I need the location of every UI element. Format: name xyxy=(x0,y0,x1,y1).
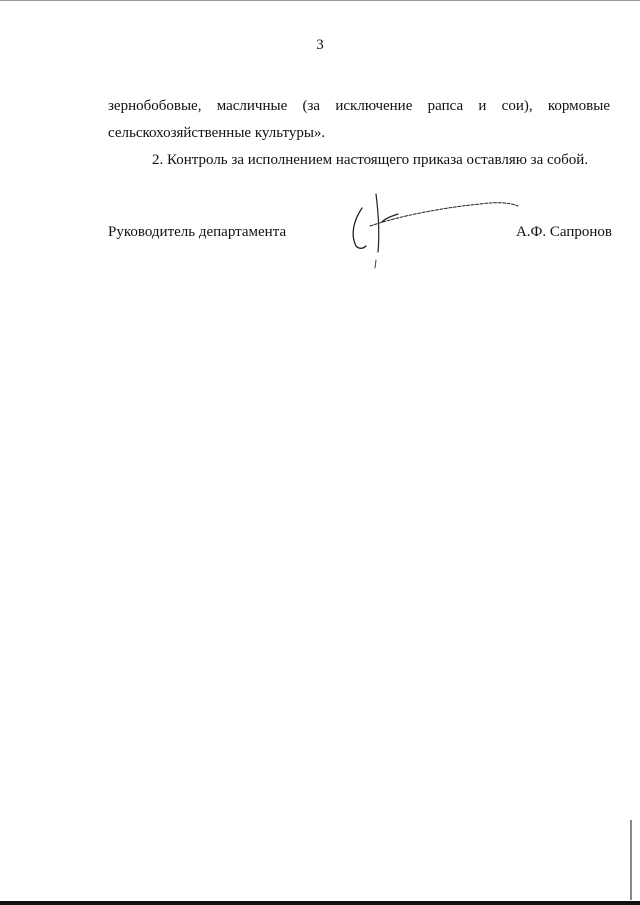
signatory-title: Руководитель департамента xyxy=(108,224,287,240)
paragraph-1-line-2: сельскохозяйственные культуры». xyxy=(108,125,326,141)
scan-edge-right xyxy=(630,820,632,900)
signatory-name: А.Ф. Сапронов xyxy=(515,224,612,240)
handwritten-signature xyxy=(340,190,530,270)
paragraph-2: 2. Контроль за исполнением настоящего приказа оставляю за собой. xyxy=(152,152,589,168)
page-number: 3 xyxy=(316,37,324,53)
paragraph-1-line-1: зернобобовые, масличные (за исключение рапса и сои), кормовые xyxy=(108,98,610,114)
scan-edge-top xyxy=(0,0,640,1)
scan-edge-bottom xyxy=(0,901,640,905)
paragraph-1 xyxy=(108,93,610,147)
